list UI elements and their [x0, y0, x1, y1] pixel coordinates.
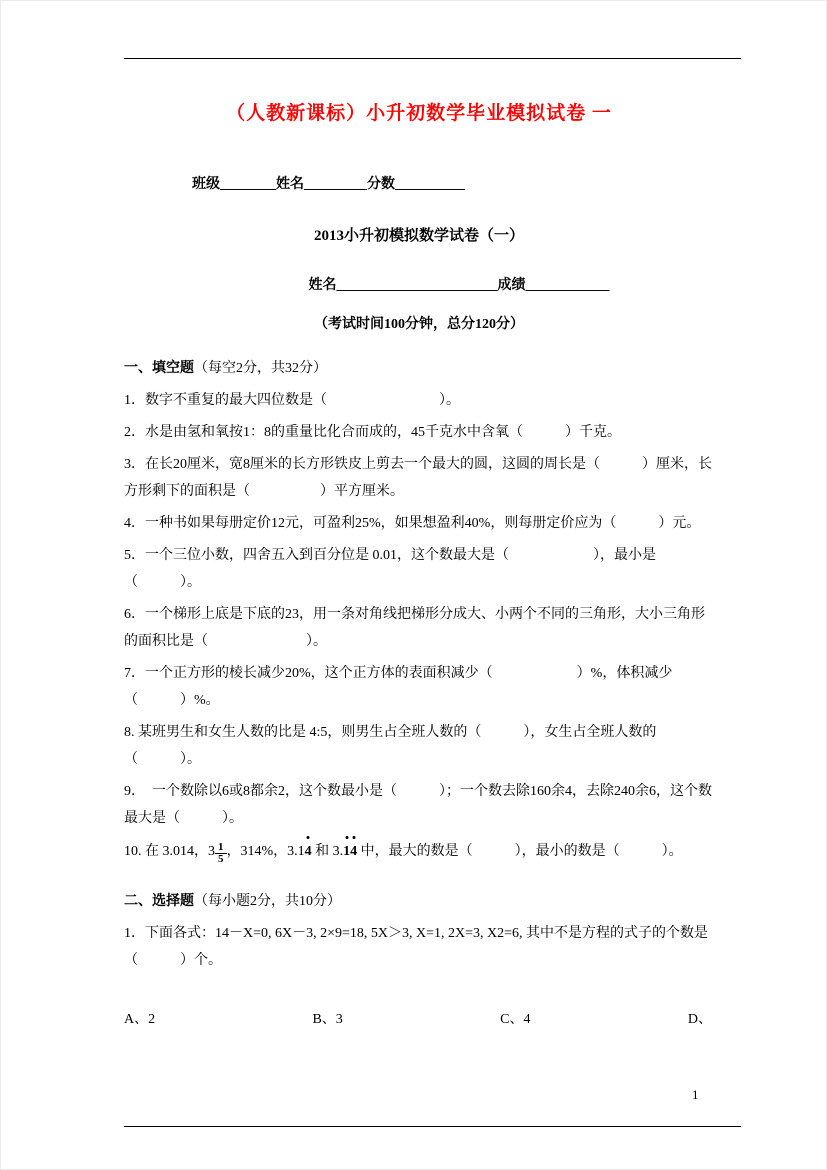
- question-2: 2．水是由氢和氧按1：8的重量比化合而成的，45千克水中含氧（ ）千克。: [124, 425, 621, 440]
- repeating-digit-4: 4: [305, 837, 312, 866]
- class-name-score-blanks: 班级________姓名_________分数__________: [192, 177, 465, 192]
- name-score-blanks: 姓名_______________________成绩____________: [308, 278, 610, 293]
- section1-heading: [124, 355, 714, 382]
- q10-text-mid2: 和 3.: [311, 844, 344, 859]
- section1-heading-label: 一、填空题: [124, 361, 194, 376]
- question-8: 8. 某班男生和女生人数的比是 4:5，则男生占全班人数的（ ），女生占全班人数的（ ）。: [124, 725, 657, 767]
- question-9: 9． 一个数除以6或8都余2，这个数最小是（ ）；一个数去除160余4，去除240余6，这个数最大是（ ）。: [124, 784, 712, 826]
- option-d: D、: [687, 1012, 712, 1027]
- question-4: 4．一种书如果每册定价12元，可盈利25%，如果想盈利40%，则每册定价应为（ ）元。: [124, 516, 701, 531]
- section2-heading: [124, 888, 714, 915]
- fraction-denominator: 5: [218, 853, 224, 865]
- question-10: [124, 837, 714, 866]
- question-1: 1．数字不重复的最大四位数是（ ）。: [124, 393, 460, 408]
- question-7: 7．一个正方形的棱长减少20%，这个正方体的表面积减少（ ）%，体积减少（ ）%。: [124, 666, 673, 708]
- question-3: 3．在长20厘米，宽8厘米的长方形铁皮上剪去一个最大的圆，这圆的周长是（ ）厘米，长方形剩下的面积是（ ）平方厘米。: [124, 457, 712, 499]
- fraction-numerator: 1: [215, 842, 227, 854]
- exam-title: 2013小升初模拟数学试卷（一）: [313, 228, 524, 244]
- footer-rule: [124, 1126, 741, 1127]
- document-title: （人教新课标）小升初数学毕业模拟试卷 一: [226, 103, 612, 124]
- page-number: 1: [692, 1087, 699, 1102]
- fraction-one-fifth: [215, 842, 227, 865]
- section2-heading-label: 二、选择题: [124, 894, 194, 909]
- q10-text-suffix: 中，最大的数是（ ），最小的数是（ ）。: [357, 844, 683, 859]
- option-c: C、4: [500, 1012, 531, 1027]
- question-5: 5．一个三位小数，四舍五入到百分位是 0.01，这个数最大是（ ），最小是（ ）。: [124, 548, 656, 590]
- q10-text-prefix: 10. 在 3.014，3: [124, 844, 215, 859]
- option-a: A、2: [124, 1012, 156, 1027]
- section2-heading-detail: （每小题2分，共10分）: [194, 894, 341, 909]
- exam-time-total: （考试时间100分钟，总分120分）: [314, 317, 524, 332]
- q10-text-mid1: ，314%，3.1: [226, 844, 305, 859]
- s2-question-1: 1．下面各式：14－X=0, 6X－3, 2×9=18, 5X＞3, X=1, 2X=3, X2=6, 其中不是方程的式子的个数是（ ）个。: [124, 926, 709, 968]
- choice-options-row: [124, 1008, 712, 1028]
- question-6: 6．一个梯形上底是下底的23，用一条对角线把梯形分成大、小两个不同的三角形，大小三角形的面积比是（ ）。: [124, 607, 705, 649]
- repeating-digit-4b: 4: [350, 837, 357, 866]
- document-content: [124, 1, 714, 1028]
- repeating-digit-1: 1: [343, 837, 350, 866]
- option-b: B、3: [312, 1012, 343, 1027]
- section1-heading-detail: （每空2分，共32分）: [194, 361, 327, 376]
